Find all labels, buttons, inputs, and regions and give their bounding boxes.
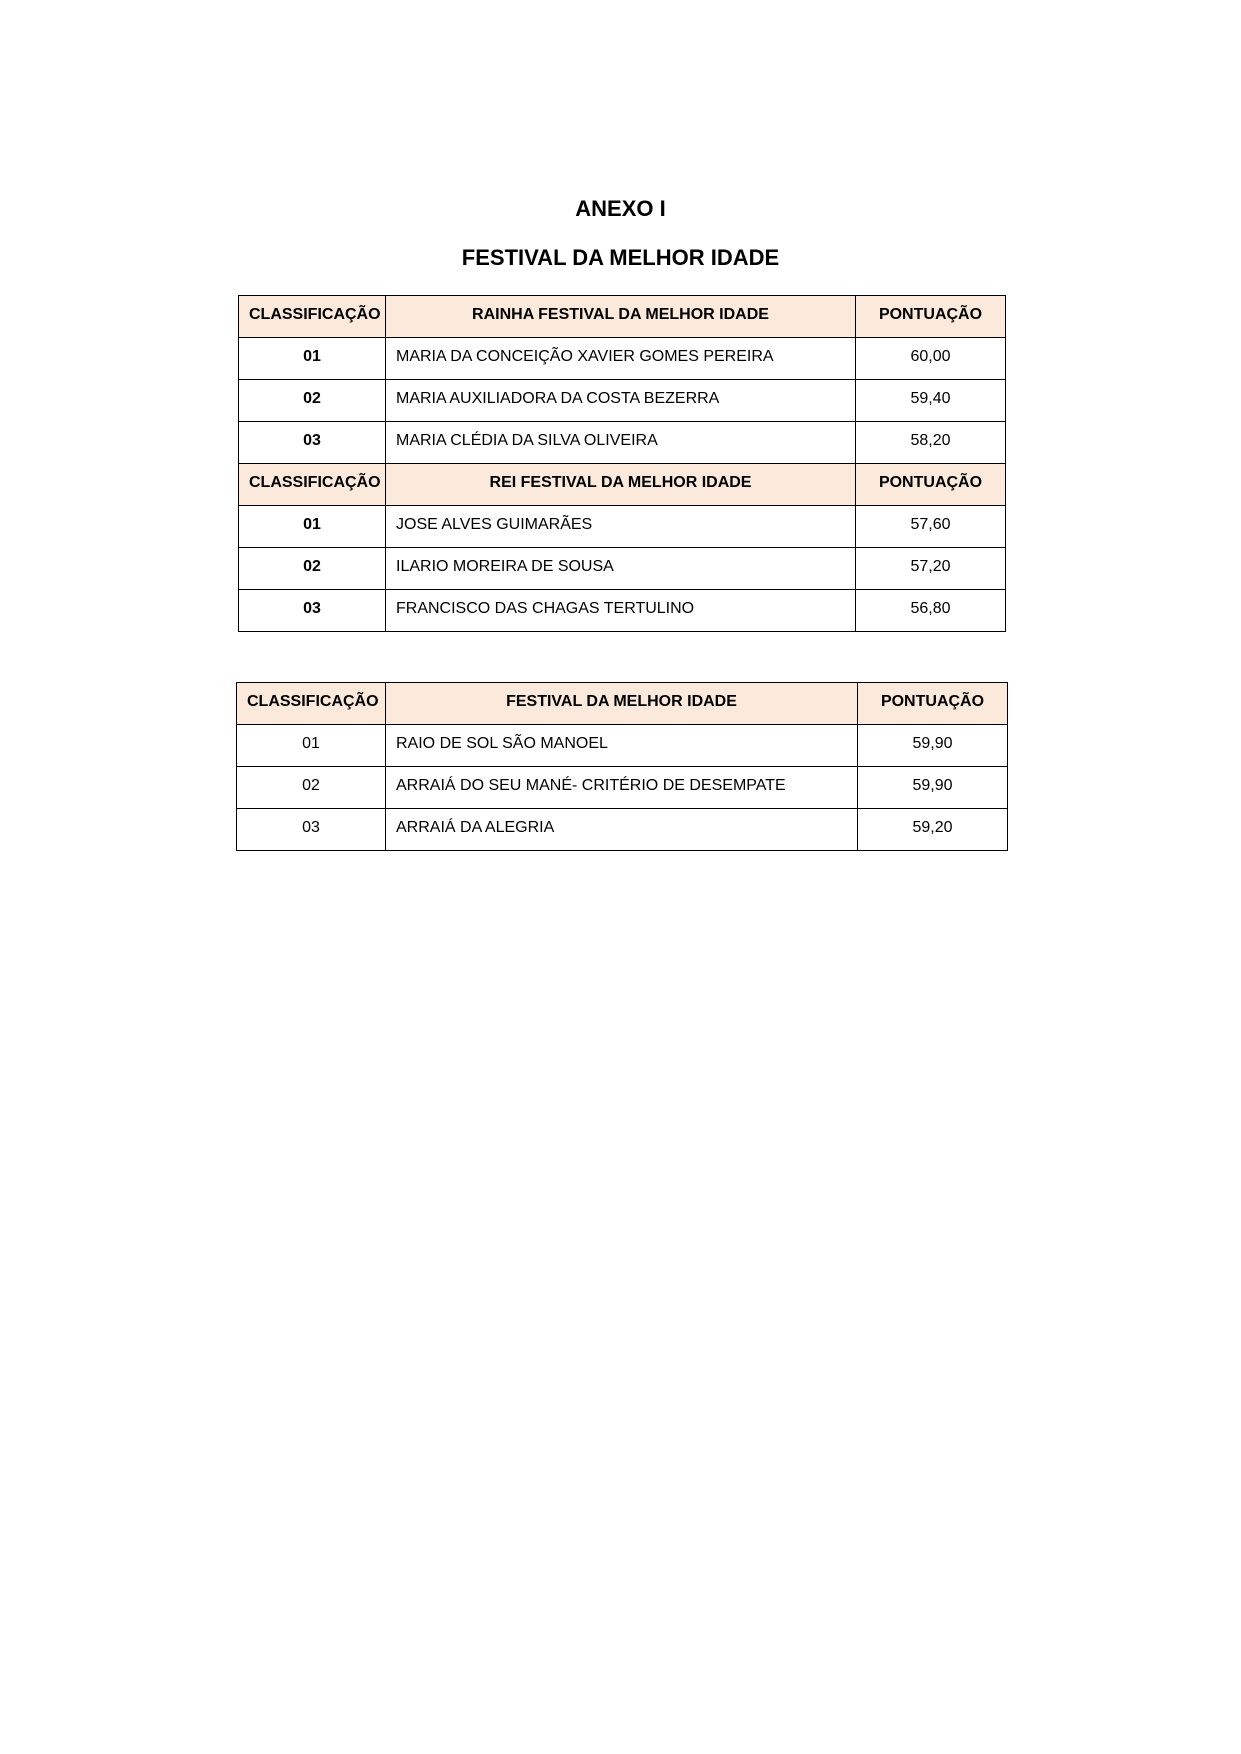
row-score: 59,90 — [858, 725, 1008, 767]
document-subtitle: FESTIVAL DA MELHOR IDADE — [461, 245, 780, 270]
row-position: 02 — [239, 380, 386, 422]
row-name: JOSE ALVES GUIMARÃES — [386, 506, 856, 548]
header-classification: CLASSIFICAÇÃO — [239, 296, 386, 338]
row-name: MARIA DA CONCEIÇÃO XAVIER GOMES PEREIRA — [386, 338, 856, 380]
table-header-row-queen — [239, 296, 1006, 338]
table-row — [239, 506, 1006, 548]
table-row — [239, 590, 1006, 632]
row-score: 58,20 — [856, 422, 1006, 464]
header-score: PONTUAÇÃO — [856, 296, 1006, 338]
row-name: FRANCISCO DAS CHAGAS TERTULINO — [386, 590, 856, 632]
row-score: 59,90 — [858, 767, 1008, 809]
table-header-row-king — [239, 464, 1006, 506]
row-position: 02 — [237, 767, 386, 809]
document-title: ANEXO I — [575, 196, 666, 221]
row-score: 59,40 — [856, 380, 1006, 422]
row-name: RAIO DE SOL SÃO MANOEL — [386, 725, 858, 767]
row-position: 01 — [239, 506, 386, 548]
results-table-groups — [236, 682, 1008, 851]
table-row — [239, 380, 1006, 422]
row-position: 01 — [239, 338, 386, 380]
row-name: ARRAIÁ DA ALEGRIA — [386, 809, 858, 851]
row-name: ILARIO MOREIRA DE SOUSA — [386, 548, 856, 590]
row-score: 57,60 — [856, 506, 1006, 548]
header-score: PONTUAÇÃO — [858, 683, 1008, 725]
row-position: 02 — [239, 548, 386, 590]
header-classification: CLASSIFICAÇÃO — [237, 683, 386, 725]
header-festival-category: FESTIVAL DA MELHOR IDADE — [386, 683, 858, 725]
row-position: 01 — [237, 725, 386, 767]
table-row — [237, 725, 1008, 767]
header-classification: CLASSIFICAÇÃO — [239, 464, 386, 506]
table-row — [237, 809, 1008, 851]
header-king-category: REI FESTIVAL DA MELHOR IDADE — [386, 464, 856, 506]
table-row — [239, 548, 1006, 590]
header-queen-category: RAINHA FESTIVAL DA MELHOR IDADE — [386, 296, 856, 338]
table-row — [239, 422, 1006, 464]
table-row — [237, 767, 1008, 809]
row-position: 03 — [239, 590, 386, 632]
header-score: PONTUAÇÃO — [856, 464, 1006, 506]
results-table-individual — [238, 295, 1006, 632]
table-header-row-festival — [237, 683, 1008, 725]
row-score: 59,20 — [858, 809, 1008, 851]
row-name: ARRAIÁ DO SEU MANÉ- CRITÉRIO DE DESEMPATE — [386, 767, 858, 809]
row-score: 57,20 — [856, 548, 1006, 590]
table-row — [239, 338, 1006, 380]
row-position: 03 — [239, 422, 386, 464]
row-position: 03 — [237, 809, 386, 851]
row-name: MARIA AUXILIADORA DA COSTA BEZERRA — [386, 380, 856, 422]
row-score: 56,80 — [856, 590, 1006, 632]
row-score: 60,00 — [856, 338, 1006, 380]
row-name: MARIA CLÉDIA DA SILVA OLIVEIRA — [386, 422, 856, 464]
